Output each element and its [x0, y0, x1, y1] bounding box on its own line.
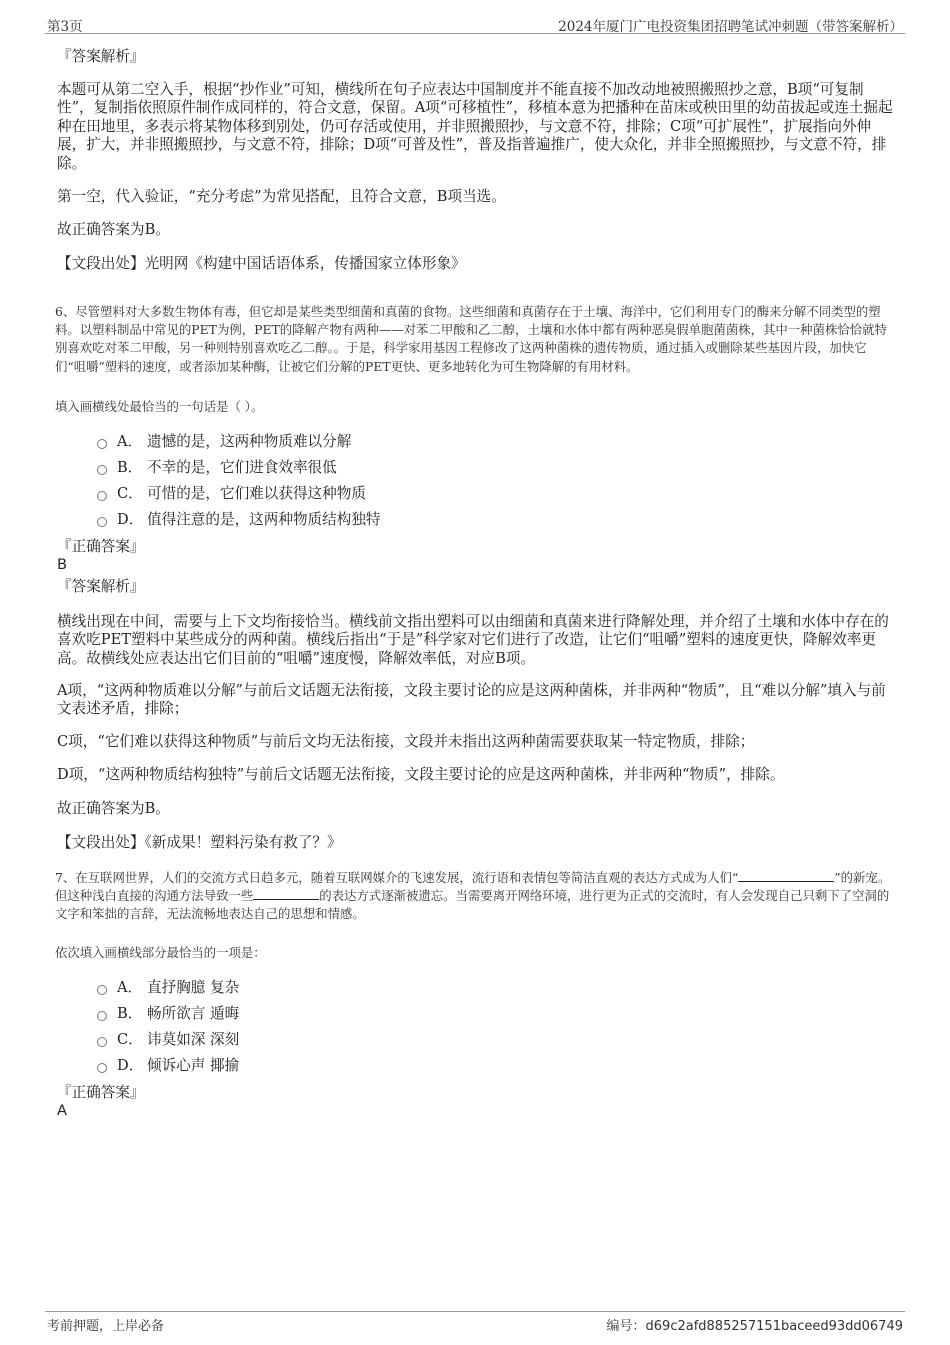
- question-6-option-d[interactable]: D． 值得注意的是，这两种物质结构独特: [97, 510, 381, 530]
- radio-icon[interactable]: [97, 517, 107, 527]
- question-7-prompt: 依次填入画横线部分最恰当的一项是：: [55, 945, 266, 960]
- correct-answer-value: B: [57, 556, 68, 573]
- footer-slogan: 考前押题，上岸必备: [47, 1319, 165, 1334]
- question-6-option-b[interactable]: B． 不幸的是，它们进食效率很低: [97, 458, 337, 478]
- correct-answer-value: A: [57, 1102, 67, 1119]
- fill-blank-2[interactable]: [253, 887, 319, 900]
- question-7-option-d[interactable]: D． 倾诉心声 揶揄: [97, 1056, 239, 1076]
- serial-number: 编号：d69c2afd885257151baceed93dd06749: [606, 1319, 903, 1334]
- analysis-paragraph: A项，“这两种物质难以分解”与前后文话题无法衔接，文段主要讨论的应是这两种菌株，并非两种“物质”，且“难以分解”填入与前文表述矛盾，排除；: [57, 682, 886, 718]
- analysis-paragraph: C项，“它们难以获得这种物质”与前后文均无法衔接，文段并未指出这两种菌需要获取某一特定物质，排除；: [57, 733, 755, 750]
- analysis-paragraph: 第一空，代入验证，“充分考虑”为常见搭配，且符合文意，B项当选。: [57, 188, 506, 205]
- fill-blank-1[interactable]: [738, 869, 834, 882]
- question-7-option-b[interactable]: B． 畅所欲言 遁晦: [97, 1004, 239, 1024]
- question-7-option-c[interactable]: C． 讳莫如深 深刻: [97, 1030, 239, 1050]
- question-6-prompt: 填入画横线处最恰当的一句话是（ ）。: [55, 399, 264, 414]
- analysis-paragraph: 本题可从第二空入手，根据“抄作业”可知，横线所在句子应表达中国制度并不能直接不加改动地被照搬照抄之意，B项“可复制性”，复制指依照原件制作成同样的，符合文意，保留。A项“可移植性”，移植本意为把播种在苗床或秧田里的幼苗拔起或连土掘起种在田地里，多表示将某物体移到别处，仍可存活或使用，并非照搬照抄，与文意不符，排除；C项“可扩展性”，扩展指向外伸展，扩大，并非照搬照抄，与文意不符，排除；D项“可普及性”，普及指普遍推广，使大众化，并非全照搬照抄，与文意不符，排除。: [57, 81, 893, 172]
- question-6-option-a[interactable]: A． 遗憾的是，这两种物质难以分解: [97, 432, 351, 452]
- question-7-option-a[interactable]: A． 直抒胸臆 复杂: [97, 978, 239, 998]
- source-citation: 【文段出处】光明网《构建中国话语体系，传播国家立体形象》: [57, 255, 466, 272]
- radio-icon[interactable]: [97, 465, 107, 475]
- correct-answer-label: 『正确答案』: [57, 538, 145, 555]
- radio-icon[interactable]: [97, 985, 107, 995]
- question-6-stem: 6、尽管塑料对大多数生物体有毒，但它却是某些类型细菌和真菌的食物。这些细菌和真菌存在于土壤、海洋中，它们利用专门的酶来分解不同类型的塑料。以塑料制品中常见的PET为例，PET的降解产物有两种——对苯二甲酸和乙二醇，土壤和水体中都有两种恶臭假单胞菌菌株，其中一种菌株恰恰就特别喜欢吃对苯二甲酸，另一种则特别喜欢吃乙二醇。。于是，科学家用基因工程修改了这两种菌株的遗传物质，通过插入或删除某些基因片段，加快它们“咀嚼”塑料的速度，或者添加某种酶，让被它们分解的PET更快、更多地转化为可生物降解的有用材料。: [55, 304, 887, 374]
- analysis-paragraph: 横线出现在中间，需要与上下文均衔接恰当。横线前文指出塑料可以由细菌和真菌来进行降解处理，并介绍了土壤和水体中存在的喜欢吃PET塑料中某些成分的两种菌。横线后指出“于是”科学家对它们进行了改造，让它们“咀嚼”塑料的速度更快，降解效率更高。故横线处应表达出它们目前的“咀嚼”速度慢，降解效率低，对应B项。: [57, 613, 889, 667]
- radio-icon[interactable]: [97, 1063, 107, 1073]
- radio-icon[interactable]: [97, 439, 107, 449]
- page-footer: [45, 1311, 905, 1334]
- radio-icon[interactable]: [97, 1011, 107, 1021]
- question-6-option-c[interactable]: C． 可惜的是，它们难以获得这种物质: [97, 484, 366, 504]
- page-number: 第3页: [47, 19, 83, 35]
- radio-icon[interactable]: [97, 1037, 107, 1047]
- analysis-label: 『答案解析』: [57, 48, 145, 65]
- analysis-label: 『答案解析』: [57, 578, 145, 595]
- page-header: [45, 13, 905, 34]
- question-7-stem: 7、在互联网世界，人们的交流方式日趋多元，随着互联网媒介的飞速发展，流行语和表情包等简洁直观的表达方式成为人们“ ”的新宠。但这种浅白直接的沟通方法导致一些 的表达方式逐渐被遗忘。当需要离开网络环境，进行更为正式的交流时，有人会发现自己只剩下了空洞的文字和笨拙的言辞，无法流畅地表达自己的思想和情感。: [55, 870, 891, 922]
- analysis-paragraph: D项，“这两种物质结构独特”与前后文话题无法衔接，文段主要讨论的应是这两种菌株，并非两种“物质”，排除。: [57, 766, 785, 783]
- radio-icon[interactable]: [97, 491, 107, 501]
- document-title: 2024年厦门广电投资集团招聘笔试冲刺题（带答案解析）: [558, 19, 903, 35]
- source-citation: 【文段出处】《新成果！塑料污染有救了？》: [57, 834, 342, 851]
- analysis-paragraph: 故正确答案为B。: [57, 221, 170, 238]
- analysis-paragraph: 故正确答案为B。: [57, 800, 170, 817]
- correct-answer-label: 『正确答案』: [57, 1084, 145, 1101]
